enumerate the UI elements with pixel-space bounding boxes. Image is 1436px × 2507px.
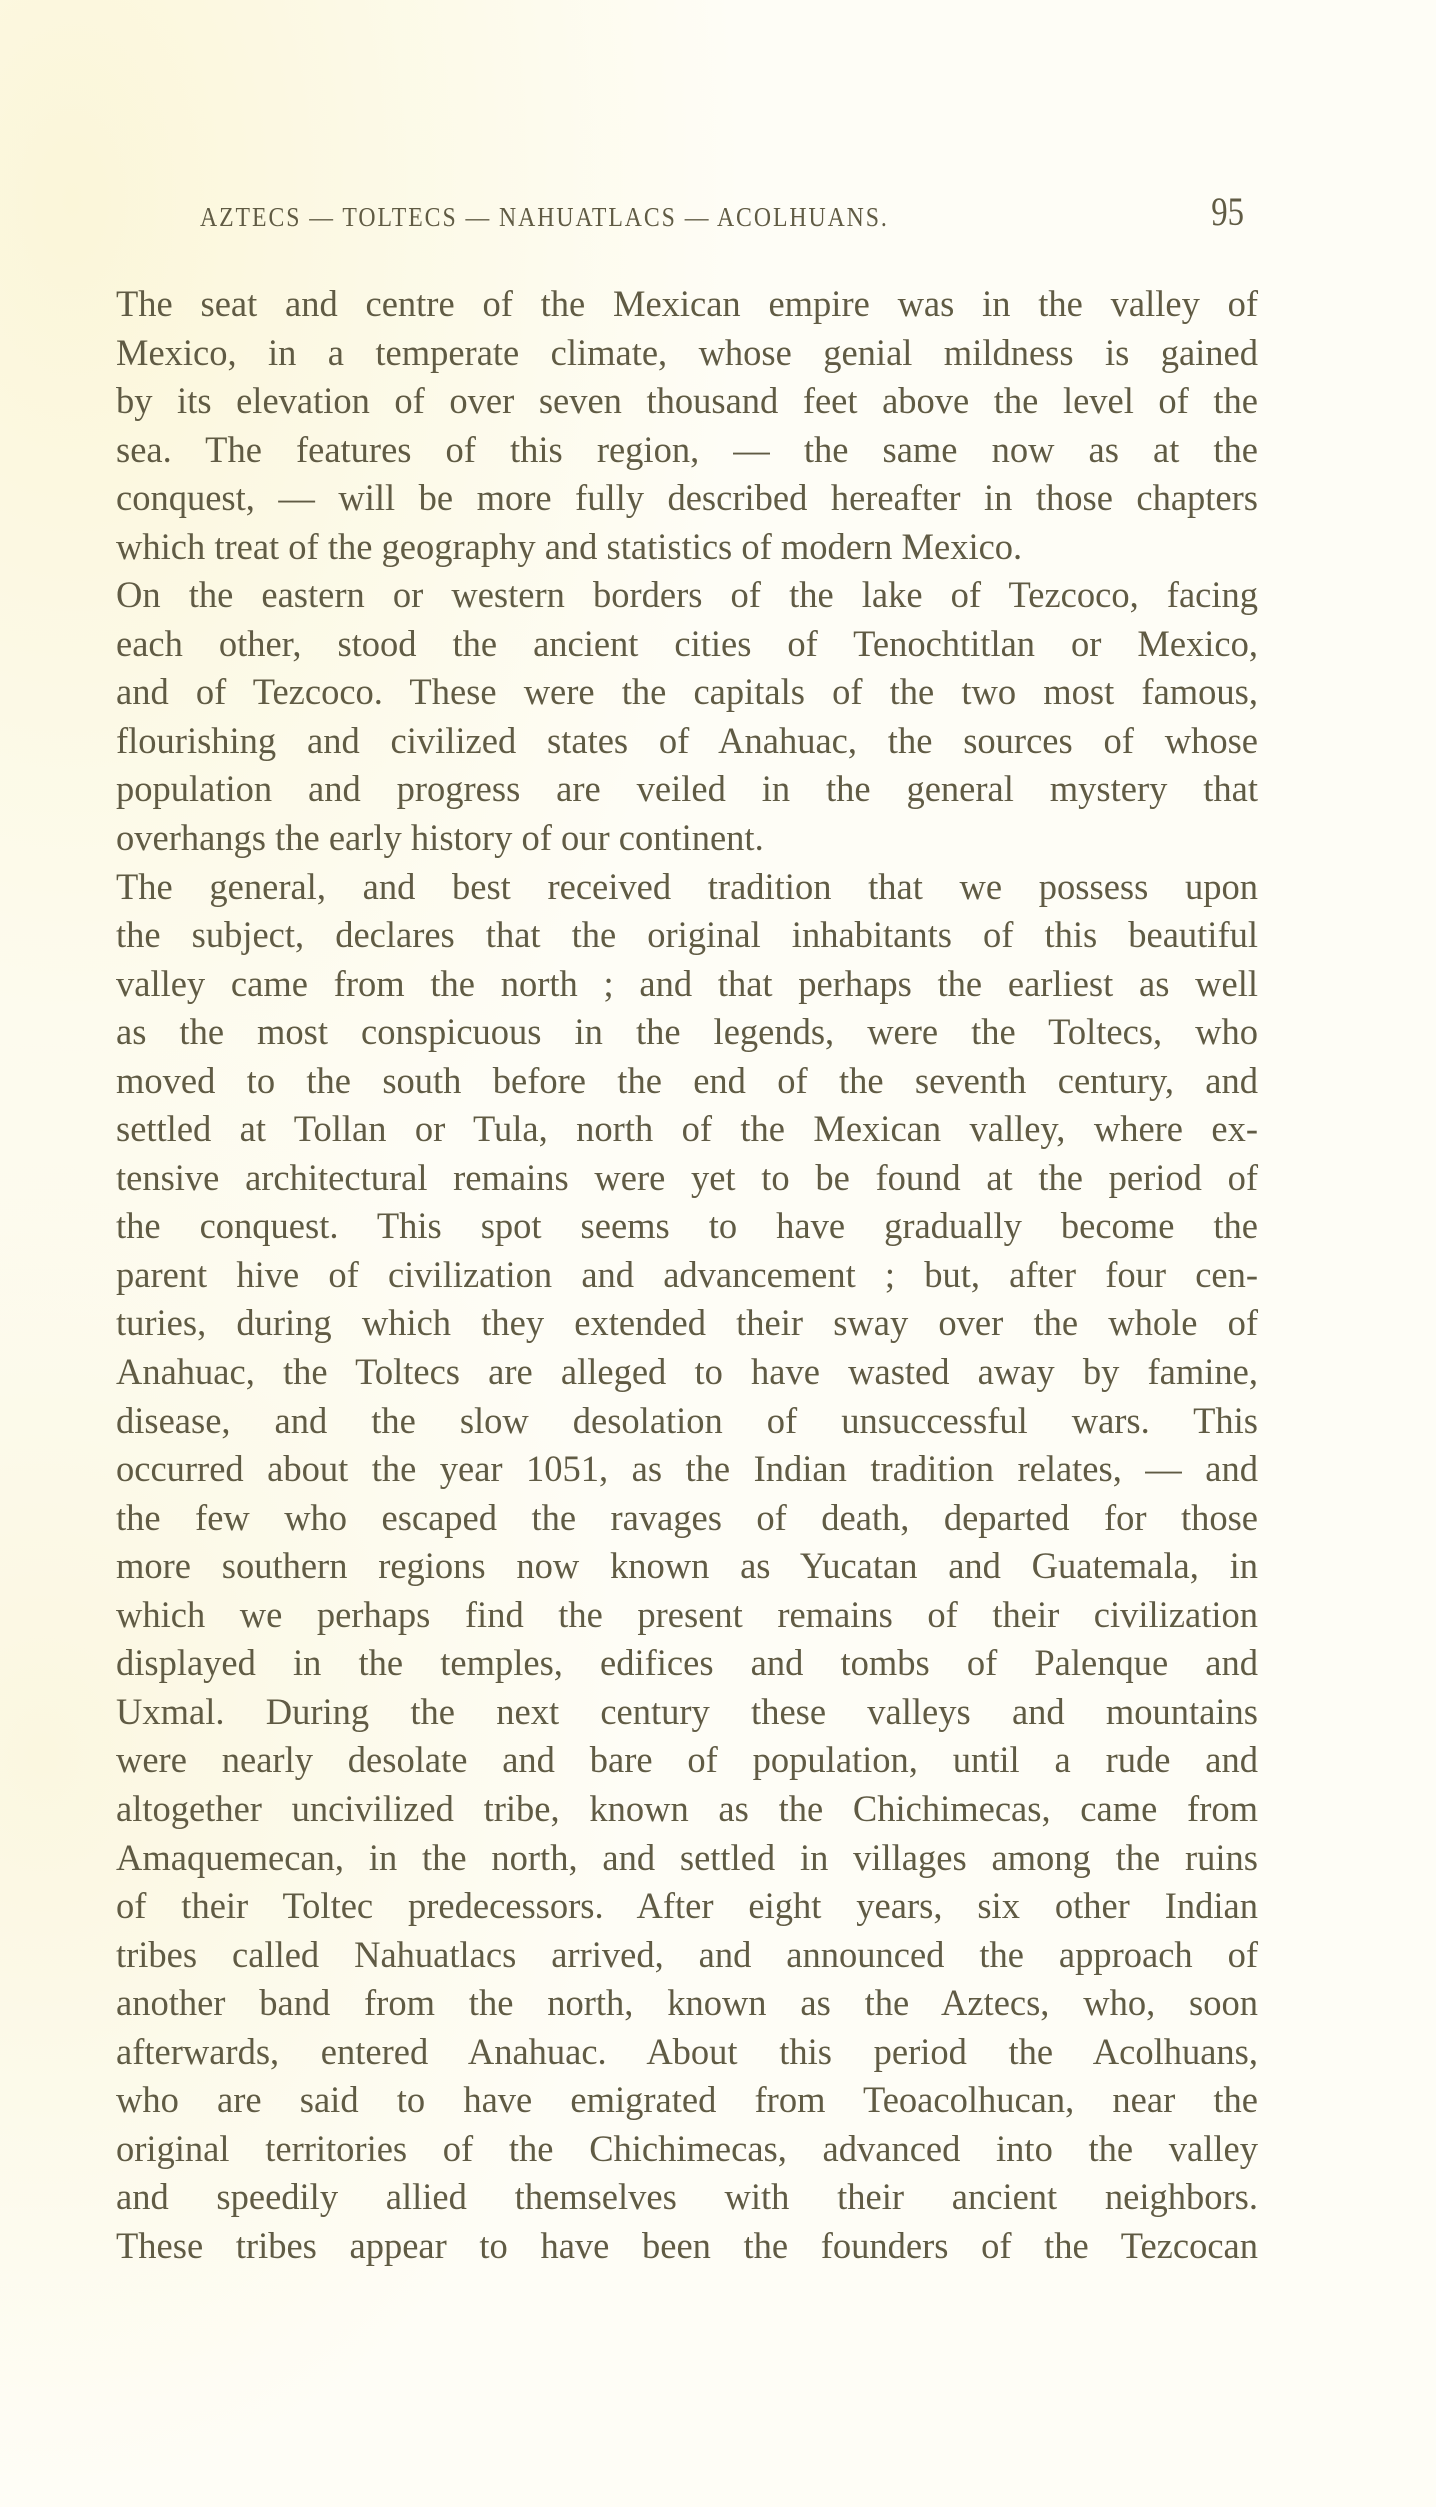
text-line: The seat and centre of the Mexican empire was in the valley of [116, 283, 1258, 324]
text-line: altogether uncivilized tribe, known as the Chichimecas, came from [116, 1787, 1258, 1829]
text-line: which we perhaps find the present remains of their civilization [116, 1593, 1258, 1635]
text-line: the subject, declares that the original inhabitants of this beautiful [116, 914, 1258, 956]
text-line: afterwards, entered Anahuac. About this period the Acolhuans, [116, 2030, 1258, 2072]
text-line: turies, during which they extended their sway over the whole of [116, 1302, 1258, 1344]
text-line: Mexico, in a temperate climate, whose genial mildness is gained [116, 331, 1258, 373]
text-line: the conquest. This spot seems to have gradually become the [116, 1205, 1258, 1247]
text-line: Uxmal. During the next century these valleys and mountains [116, 1690, 1258, 1732]
text-line: parent hive of civilization and advancement ; but, after four cen- [116, 1253, 1258, 1295]
text-line: Anahuac, the Toltecs are alleged to have wasted away by famine, [116, 1351, 1258, 1393]
text-line: of their Toltec predecessors. After eight years, six other Indian [116, 1885, 1258, 1927]
text-line: more southern regions now known as Yucatan and Guatemala, in [116, 1545, 1258, 1587]
text-line: who are said to have emigrated from Teoacolhucan, near the [116, 2079, 1258, 2121]
text-line: sea. The features of this region, — the same now as at the [116, 428, 1258, 470]
text-line: by its elevation of over seven thousand feet above the level of the [116, 380, 1258, 422]
text-line: the few who escaped the ravages of death, departed for those [116, 1496, 1258, 1538]
text-line: tensive architectural remains were yet to be found at the period of [116, 1156, 1258, 1198]
text-line: and of Tezcoco. These were the capitals of the two most famous, [116, 671, 1258, 713]
running-title: AZTECS — TOLTECS — NAHUATLACS — ACOLHUANS. [200, 202, 889, 232]
running-head [200, 188, 1248, 248]
page-number: 95 [1211, 189, 1244, 234]
text-line: displayed in the temples, edifices and tombs of Palenque and [116, 1642, 1258, 1684]
text-line: and speedily allied themselves with their ancient neighbors. [116, 2176, 1258, 2218]
text-line: moved to the south before the end of the seventh century, and [116, 1059, 1258, 1101]
text-line: overhangs the early history of our continent. [116, 817, 764, 859]
text-line: population and progress are veiled in the general mystery that [116, 768, 1258, 810]
text-line: flourishing and civilized states of Anahuac, the sources of whose [116, 719, 1258, 761]
paragraph [116, 280, 1258, 571]
text-line: another band from the north, known as the Aztecs, who, soon [116, 1982, 1258, 2024]
paragraph [116, 571, 1258, 862]
text-line: Amaquemecan, in the north, and settled in villages among the ruins [116, 1836, 1258, 1878]
body-text [116, 280, 1258, 2270]
text-line: which treat of the geography and statistics of modern Mexico. [116, 525, 1023, 567]
text-line: as the most conspicuous in the legends, were the Toltecs, who [116, 1011, 1258, 1053]
text-line: tribes called Nahuatlacs arrived, and announced the approach of [116, 1933, 1258, 1975]
paragraph [116, 863, 1258, 2271]
text-line: disease, and the slow desolation of unsuccessful wars. This [116, 1399, 1258, 1441]
text-line: were nearly desolate and bare of population, until a rude and [116, 1739, 1258, 1781]
text-line: conquest, — will be more fully described hereafter in those chapters [116, 477, 1258, 519]
text-line: original territories of the Chichimecas, advanced into the valley [116, 2127, 1258, 2169]
text-line: On the eastern or western borders of the lake of Tezcoco, facing [116, 574, 1258, 616]
text-line: valley came from the north ; and that perhaps the earliest as well [116, 962, 1258, 1004]
text-line: settled at Tollan or Tula, north of the Mexican valley, where ex- [116, 1108, 1258, 1150]
text-line: The general, and best received tradition that we possess upon [116, 865, 1258, 907]
text-line: occurred about the year 1051, as the Indian tradition relates, — and [116, 1448, 1258, 1490]
text-line: These tribes appear to have been the founders of the Tezcocan [116, 2224, 1258, 2266]
text-line: each other, stood the ancient cities of Tenochtitlan or Mexico, [116, 622, 1258, 664]
